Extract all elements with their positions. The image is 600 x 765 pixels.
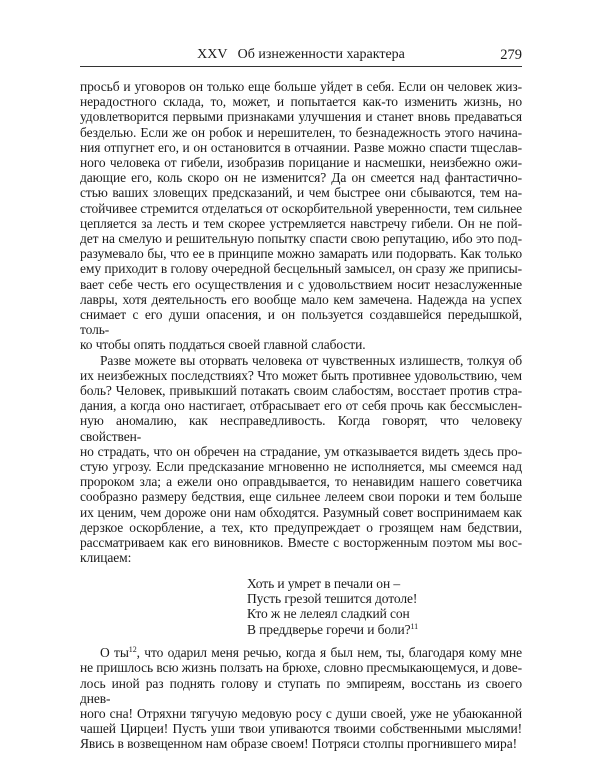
text-line: стойчивее стремится отделаться от оскорбительной уверенности, тем сильнее <box>80 200 522 216</box>
text-line: стью ваших зловещих предсказаний, и чем быстрее они сбываются, тем на- <box>80 185 522 201</box>
verse-quote <box>247 576 522 638</box>
text-line: но страдать, что он обречен на страдание, ум отказывается видеть здесь про- <box>80 443 522 459</box>
text-line: их ценим, чем дороже они нам обходятся. Разумный совет воспринимаем как <box>80 504 522 520</box>
text-line: цепляется за лесть и тем скорее устремляется навстречу гибели. Он не пой- <box>80 215 522 231</box>
verse-text: Хоть и умрет в печали он – <box>247 575 400 591</box>
first-word: О ты <box>100 645 129 661</box>
text-line: просьб и уговоров он только еще больше уйдет в себя. Если он человек жиз- <box>80 79 522 94</box>
text-line: их неизбежных последствиях? Что может быть противнее удовольствию, чем <box>80 367 522 383</box>
text-line: ного человека от гибели, изобразив порицание и насмешки, неизбежно ожи- <box>80 155 522 171</box>
verse-line <box>247 591 522 606</box>
text-line: лось иной раз поднять голову и ступать по эмпиреям, восстань из своего днев- <box>80 675 522 706</box>
page-body <box>80 79 522 752</box>
text-line: сообразно размеру бедствия, еще сильнее лелеем свои пороки и тем больше <box>80 489 522 505</box>
text-line: Явись в возвещенном нам образе своем! Потряси столпы прогнившего мира! <box>80 736 517 752</box>
text-line: снимает с его души опасения, и он пользуется создавшейся передышкой, толь- <box>80 307 522 338</box>
text-line: клицаем: <box>80 550 132 566</box>
text-line: дерзкое оскорбление, а тех, кто предупреждает о грозящем нам бедствии, <box>80 519 522 535</box>
verse-line <box>247 622 522 637</box>
text-line: дет на смелую и решительную попытку спасти свою репутацию, ибо это под- <box>80 231 522 247</box>
paragraph-3 <box>80 645 522 751</box>
running-header <box>80 46 522 67</box>
text-line: не пришлось всю жизнь ползать на брюхе, словно пресмыкающемуся, и дове- <box>80 660 522 676</box>
text-line <box>80 645 522 660</box>
paragraph-1 <box>80 79 522 353</box>
text-line: ную аномалию, как несправедливость. Когда говорят, что человеку свойствен- <box>80 413 522 444</box>
text-line: ного сна! Отряхни тягучую медовую росу с души своей, уже не убаюканной <box>80 705 522 721</box>
text-line: ко чтобы опять поддаться своей главной слабости. <box>80 337 366 353</box>
text-line: безделью. Если же он робок и нерешителен, то безнадежность этого начина- <box>80 124 522 140</box>
text-line: нерадостного склада, то, может, и попытается как-то изменить жизнь, но <box>80 94 522 110</box>
text-line: дающие его, коль скоро он не изменится? Да он смеется над фантастично- <box>80 170 522 186</box>
verse-text: В преддверье горечи и боли? <box>247 621 411 637</box>
text-line: боль? Человек, привыкший потакать своим слабостям, восстает против стра- <box>80 383 522 399</box>
text-line: Разве можете вы оторвать человека от чувственных излишеств, толкуя об <box>100 352 522 368</box>
text-line: рассматриваем как его виновников. Вместе с восторженным поэтом мы вос- <box>80 535 522 551</box>
text-line: лавры, хотя деятельность его вообще мало кем замечена. Надежда на успех <box>80 291 522 307</box>
footnote-ref: 11 <box>410 621 419 631</box>
footnote-ref: 12 <box>128 645 137 655</box>
chapter-title: XXV Об изнеженности характера <box>197 47 405 62</box>
text-line: стую угрозу. Если предсказание мгновенно не исполняется, мы смеемся над <box>80 459 522 475</box>
paragraph-2 <box>80 353 522 566</box>
text-line: удовлетворится первыми признаками улучшения и станет вновь предаваться <box>80 109 522 125</box>
verse-line <box>247 576 522 591</box>
verse-text: Пусть грезой тешится дотоле! <box>247 590 418 606</box>
verse-text: Кто ж не лелеял сладкий сон <box>247 606 410 622</box>
line-text: , что одарил меня речью, когда я был нем, ты, благодаря кому мне <box>136 645 522 661</box>
page-number: 279 <box>500 47 522 63</box>
text-line: разумевало бы, что ее в принципе можно замарать или подорвать. Как только <box>80 246 522 262</box>
text-line: ему приходит в голову очередной бесцельный замысел, он сразу же приписы- <box>80 261 522 277</box>
text-line: дания, а когда оно настигает, отбрасывает его от себя прочь как бессмыслен- <box>80 398 522 414</box>
verse-line <box>247 606 522 621</box>
text-line: пророком зла; а ежели оно оправдывается, то ненавидим нашего советчика <box>80 474 522 490</box>
text-line: чашей Цирцеи! Пусть уши твои упиваются твоими собственными мыслями! <box>80 721 522 737</box>
text-line: вает себе честь его осуществления и с удовольствием носит незаслуженные <box>80 276 522 292</box>
text-line: ния отпугнет его, и он остановится в отчаянии. Разве можно спасти тщеслав- <box>80 139 522 155</box>
